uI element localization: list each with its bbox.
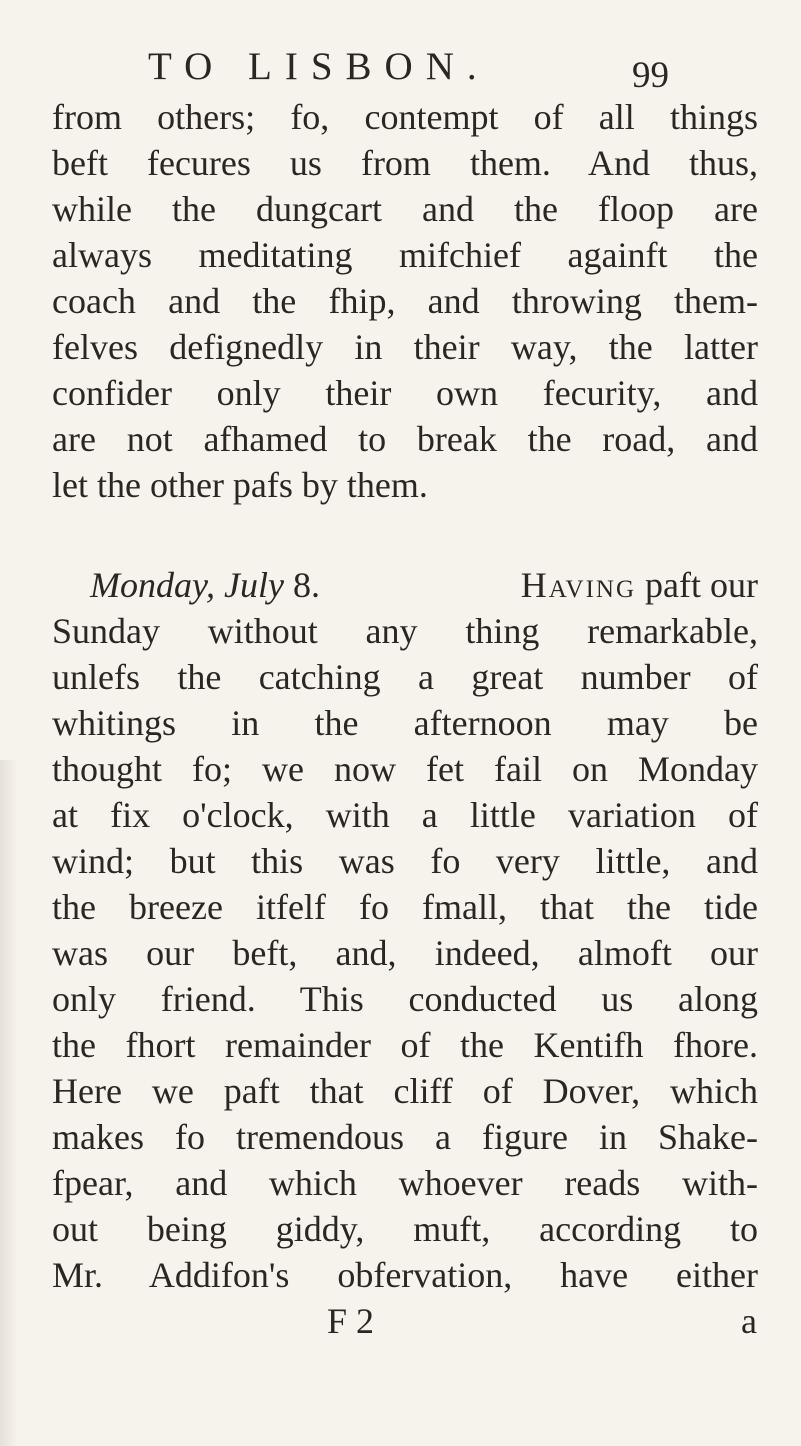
text-line: from others; fo, contempt of all things [52,97,758,137]
text-line: beft fecures us from them. And thus, [52,143,758,183]
text-line: the breeze itfelf fo fmall, that the tide [52,887,758,927]
running-head: TO LISBON. [148,45,490,88]
text-line: makes fo tremendous a figure in Shake- [52,1117,758,1157]
text-line: let the other pafs by them. [52,465,428,505]
text-line: wind; but this was fo very little, and [52,841,758,881]
text-line: whitings in the afternoon may be [52,703,758,743]
text-line: Sunday without any thing remarkable, [52,611,758,651]
text-line: Mr. Addifon's obfervation, have either [52,1255,758,1295]
text-line: while the dungcart and the floop are [52,189,758,229]
paragraph-opening-line [90,562,758,608]
date-number: 8. [292,565,320,605]
text-line: fpear, and which whoever reads with- [52,1163,758,1203]
page-header [148,44,708,94]
month-name: July [223,565,284,605]
text-line: always meditating mifchief againft the [52,235,758,275]
catchword: a [741,1301,757,1341]
day-name: Monday, [90,565,215,605]
text-line: at fix o'clock, with a little variation of [52,795,758,835]
opening-rest: paft our [645,565,758,605]
opening-word: Having [520,565,637,605]
text-line: are not afhamed to break the road, and [52,419,758,459]
text-line: unlefs the catching a great number of [52,657,758,697]
text-line: Here we paft that cliff of Dover, which [52,1071,758,1111]
text-line: thought fo; we now fet fail on Monday [52,749,758,789]
page-number: 99 [632,55,669,96]
text-line: confider only their own fecurity, and [52,373,758,413]
text-line: only friend. This conducted us along [52,979,758,1019]
page-footer [0,1300,801,1350]
text-line: coach and the fhip, and throwing them- [52,281,758,321]
text-line: felves defignedly in their way, the latter [52,327,758,367]
signature-mark: F 2 [327,1301,375,1341]
text-line: was our beft, and, indeed, almoft our [52,933,758,973]
text-line: out being giddy, muft, according to [52,1209,758,1249]
text-line: the fhort remainder of the Kentifh fhore. [52,1025,758,1065]
